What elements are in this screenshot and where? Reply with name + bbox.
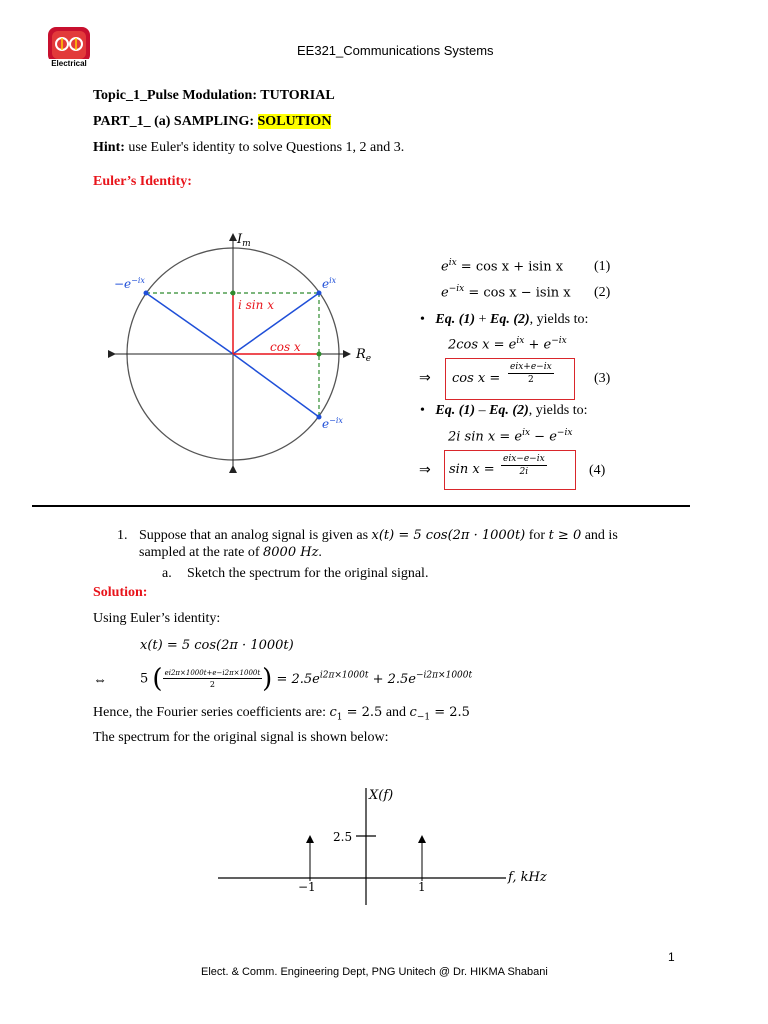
bullet-dot: •	[420, 312, 436, 327]
hint-label: Hint:	[93, 140, 125, 155]
im-label: $I_m$	[237, 232, 251, 249]
logo	[45, 26, 93, 72]
cos-lhs: cos x =	[452, 371, 501, 386]
spectrum-tick-pos: 1	[418, 880, 426, 894]
sum-equation: 2cos $x = e^{ix} + e^{-ix}$	[448, 336, 567, 353]
point-cos	[317, 352, 322, 357]
label-e-neg-ix: $e^{-ix}$	[322, 416, 343, 431]
footer-text: Elect. & Comm. Engineering Dept, PNG Unitech @ Dr. HIKMA Shabani	[201, 966, 548, 978]
cos-fraction: eix+e−ix 2	[510, 362, 552, 385]
course-title: EE321_Communications Systems	[297, 43, 494, 58]
implies-1: ⇒	[419, 371, 431, 386]
expansion-fraction: $\frac{ei2\pi\times 1000t+e-i2\pi\times 1000t}{2}$	[164, 668, 261, 689]
hint-text: use Euler's identity to solve Questions 1, 2 and 3.	[124, 140, 405, 155]
spectrum-chart	[200, 780, 560, 910]
eq1-number: (1)	[594, 259, 611, 274]
section-divider	[32, 505, 690, 507]
spectrum-tick-neg: −1	[298, 880, 316, 894]
bullet-dot: •	[420, 403, 436, 418]
eq3-number: (3)	[594, 371, 611, 386]
subquestion-text: Sketch the spectrum for the original signal.	[187, 566, 429, 581]
signal-equation: x(t) = 5 cos(2π · 1000t)	[140, 638, 294, 653]
eq1: $e^{ix} = \cos x + isin$ x	[441, 258, 564, 275]
spectrum-y-label: X(f)	[369, 788, 394, 803]
question-line1: Suppose that an analog signal is given as x(t) = 5 cos(2π · 1000t) for t ≥ 0 and is	[139, 528, 618, 543]
subquestion-label: a.	[162, 566, 172, 581]
euler-heading: Euler’s Identity:	[93, 174, 192, 189]
expansion-equation: 5 ( $\frac{ei2\pi\times 1000t+e-i2\pi\times 1000t}{2}$ ) = $2.5e^{i2\pi\times 1000t} + 2.5e^{-i2\pi\times 1000t}$	[140, 664, 473, 694]
solution-highlight: SOLUTION	[257, 114, 332, 129]
spectrum-intro: The spectrum for the original signal is shown below:	[93, 730, 389, 745]
cos-box	[445, 358, 575, 400]
re-label: $R_e$	[356, 347, 372, 364]
eq4-number: (4)	[589, 463, 606, 478]
sin-box	[444, 450, 576, 490]
implies-2: ⇒	[419, 463, 431, 478]
using-euler: Using Euler’s identity:	[93, 611, 221, 626]
label-cos: cos x	[270, 340, 301, 354]
eq2: $e^{-ix} = \cos x - isin$ x	[441, 284, 571, 301]
part-prefix: PART_1_ (a) SAMPLING:	[93, 114, 258, 129]
vector-e-neg-ix	[233, 354, 319, 417]
topic-title: Topic_1_Pulse Modulation: TUTORIAL	[93, 88, 335, 103]
iff-symbol: ⇔	[93, 673, 107, 688]
coefficients-line: Hence, the Fourier series coefficients are: $c_1 = 2.5$ and $c_{-1} = 2.5$	[93, 705, 470, 723]
label-e-ix: $e^{ix}$	[322, 276, 337, 291]
point-neg-e-ix	[144, 291, 149, 296]
eq2-number: (2)	[594, 285, 611, 300]
sin-fraction: eix−e−ix 2i	[503, 454, 545, 477]
label-isin: i sin x	[238, 298, 274, 312]
hint-line	[93, 140, 404, 156]
question-number: 1.	[117, 528, 128, 543]
spectrum-impulse-arrow	[306, 835, 314, 843]
point-isin	[231, 291, 236, 296]
vector-neg-e-ix	[146, 293, 233, 354]
euler-circle-diagram	[100, 225, 390, 480]
point-e-ix	[317, 291, 322, 296]
page-number: 1	[668, 950, 675, 964]
bullet-diff: • Eq. (1) – Eq. (2), yields to:	[420, 403, 588, 418]
sin-lhs: sin x =	[449, 462, 495, 477]
spectrum-level-label: 2.5	[333, 830, 353, 844]
solution-heading: Solution:	[93, 585, 148, 600]
spectrum-impulse-arrow	[418, 835, 426, 843]
diff-equation: 2i $\sin x = e^{ix} - e^{-ix}$	[448, 428, 573, 445]
bullet-sum: • Eq. (1) + Eq. (2), yields to:	[420, 312, 589, 327]
question-line2: sampled at the rate of 8000 Hz.	[139, 545, 322, 560]
point-e-neg-ix	[317, 415, 322, 420]
spectrum-x-label: f, kHz	[508, 870, 547, 885]
label-neg-e-ix: $-e^{-ix}$	[114, 276, 145, 291]
logo-text: Electrical	[51, 59, 87, 68]
part-title	[93, 114, 331, 130]
